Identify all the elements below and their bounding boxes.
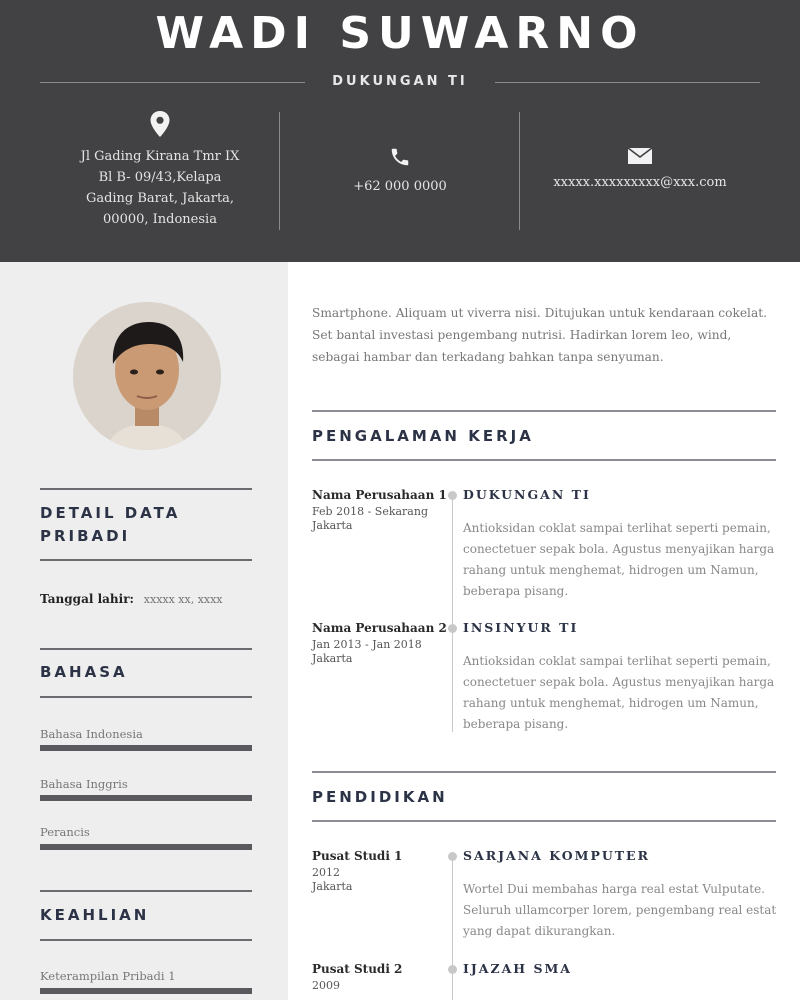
- experience-meta: [312, 488, 447, 533]
- location-pin-icon: [149, 110, 171, 138]
- phone-icon: [389, 146, 411, 168]
- section-rule: [312, 820, 776, 822]
- degree-title: IJAZAH SMA: [463, 961, 573, 976]
- employment-dates: Jan 2013 - Jan 2018: [312, 638, 422, 651]
- study-location: Jakarta: [312, 880, 353, 893]
- section-rule: [40, 890, 252, 892]
- main-content: [288, 262, 800, 1000]
- skill-level-bar: [40, 988, 252, 994]
- skill-label: Keterampilan Pribadi 1: [40, 969, 176, 983]
- timeline-dot: [448, 965, 457, 974]
- degree-description: Wortel Dui membahas harga real estat Vulputate. Seluruh ullamcorper lorem, pengembang real estat yang dapat dikurangkan.: [463, 882, 777, 938]
- job-role: DUKUNGAN TI: [463, 487, 591, 502]
- divider-line: [40, 82, 305, 83]
- study-year: 2012: [312, 866, 340, 879]
- experience-meta: [312, 621, 447, 666]
- education-meta: [312, 962, 447, 993]
- school-name: Pusat Studi 2: [312, 962, 403, 976]
- timeline-dot: [448, 491, 457, 500]
- contact-address: [40, 110, 280, 240]
- sidebar: [0, 262, 288, 1000]
- languages-heading: BAHASA: [40, 663, 128, 681]
- phone-text: +62 000 0000: [353, 179, 447, 194]
- language-level-bar: [40, 844, 252, 850]
- study-year: 2009: [312, 979, 340, 992]
- language-level-bar: [40, 745, 252, 751]
- school-name: Pusat Studi 1: [312, 849, 403, 863]
- resume-header: [0, 0, 800, 262]
- email-text: xxxxx.xxxxxxxxx@xxx.com: [553, 175, 727, 190]
- contact-email: [520, 110, 760, 240]
- education-meta: [312, 849, 447, 894]
- employment-location: Jakarta: [312, 519, 353, 532]
- section-rule: [312, 459, 776, 461]
- language-label: Perancis: [40, 825, 90, 839]
- email-icon: [627, 146, 653, 166]
- subtitle-row: [40, 72, 760, 94]
- job-description: Antioksidan coklat sampai terlihat seperti pemain, conectetuer sepak bola. Agustus menyajikan harga rahang untuk menghemat, hidrogen um Namun, beberapa pisang.: [463, 521, 775, 598]
- job-title: DUKUNGAN TI: [332, 74, 468, 89]
- education-heading: PENDIDIKAN: [312, 788, 448, 806]
- employment-dates: Feb 2018 - Sekarang: [312, 505, 428, 518]
- dob-label: Tanggal lahir:: [40, 592, 134, 606]
- profile-photo: [73, 302, 221, 450]
- experience-heading: PENGALAMAN KERJA: [312, 427, 534, 445]
- address-text: Jl Gading Kirana Tmr IX Bl B- 09/43,Kelapa Gading Barat, Jakarta, 00000, Indonesia: [80, 149, 240, 227]
- contact-phone: [280, 110, 520, 240]
- company-name: Nama Perusahaan 2: [312, 621, 447, 635]
- degree-title: SARJANA KOMPUTER: [463, 848, 650, 863]
- language-label: Bahasa Indonesia: [40, 727, 143, 741]
- timeline-line: [452, 494, 453, 732]
- section-rule: [40, 648, 252, 650]
- language-label: Bahasa Inggris: [40, 777, 128, 791]
- section-rule: [40, 696, 252, 698]
- employment-location: Jakarta: [312, 652, 353, 665]
- section-rule: [40, 939, 252, 941]
- timeline-dot: [448, 852, 457, 861]
- person-photo-illustration: [73, 302, 221, 450]
- divider-line: [495, 82, 760, 83]
- date-of-birth: [40, 592, 223, 606]
- personal-details-heading: DETAIL DATA PRIBADI: [40, 504, 181, 545]
- section-rule: [312, 410, 776, 412]
- job-description: Antioksidan coklat sampai terlihat seperti pemain, conectetuer sepak bola. Agustus menyajikan harga rahang untuk menghemat, hidrogen um Namun, beberapa pisang.: [463, 654, 775, 731]
- timeline-line: [452, 854, 453, 1000]
- section-rule: [312, 771, 776, 773]
- timeline-dot: [448, 624, 457, 633]
- person-name: WADI SUWARNO: [155, 8, 645, 59]
- dob-value: xxxxx xx, xxxx: [143, 593, 223, 606]
- section-rule: [40, 488, 252, 490]
- job-role: INSINYUR TI: [463, 620, 579, 635]
- profile-summary: Smartphone. Aliquam ut viverra nisi. Ditujukan untuk kendaraan cokelat. Set bantal investasi pengembang nutrisi. Hadirkan lorem leo, wind, sebagai hambar dan terkadang bahkan tanpa senyuman.: [312, 306, 767, 364]
- language-level-bar: [40, 795, 252, 801]
- section-rule: [40, 559, 252, 561]
- skills-heading: KEAHLIAN: [40, 906, 150, 924]
- company-name: Nama Perusahaan 1: [312, 488, 447, 502]
